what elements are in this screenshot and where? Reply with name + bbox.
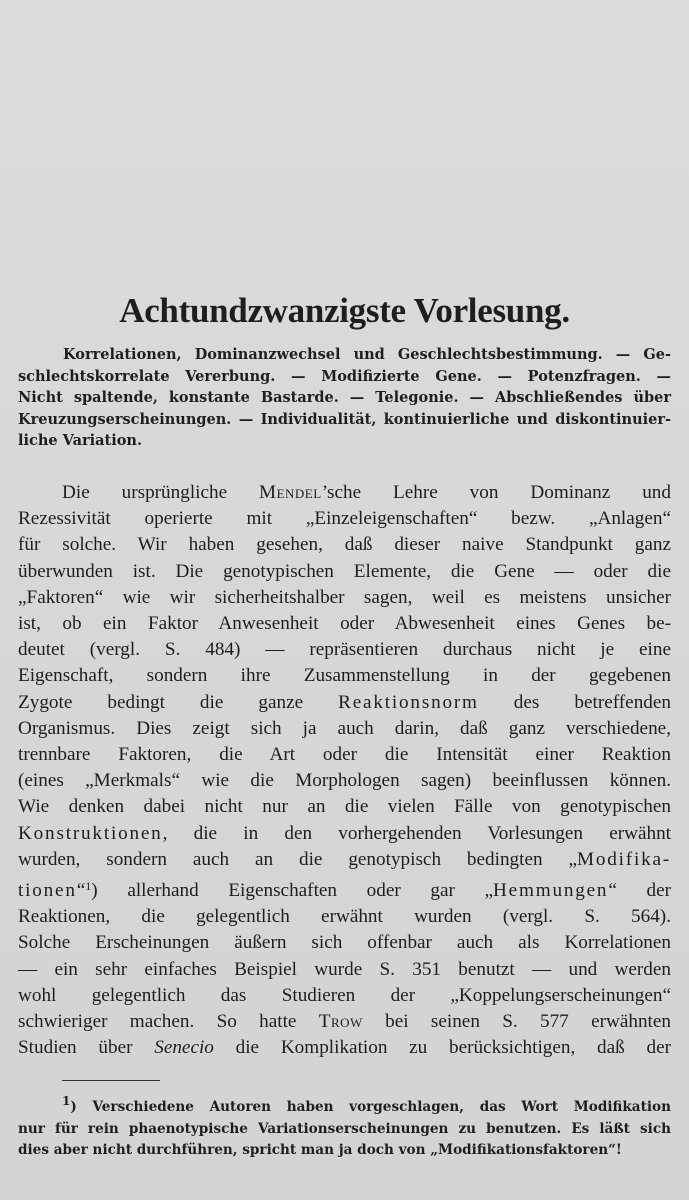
footnote-divider bbox=[62, 1080, 160, 1081]
chapter-title: Achtundzwanzigste Vorlesung. bbox=[119, 291, 570, 330]
author-name: Mendel bbox=[259, 482, 322, 503]
emphasis-term: Modifika- bbox=[577, 848, 671, 870]
emphasis-term: Hemmungen bbox=[493, 880, 609, 902]
body-line: wurden, sondern auch an die genotypisch bedingten „Modifika- bbox=[18, 848, 671, 870]
body-line: für solche. Wir haben gesehen, daß dieser naive Standpunkt ganz bbox=[18, 534, 671, 556]
summary-line: Kreuzungserscheinungen. — Individualität, kontinuierliche und diskontinuier- bbox=[18, 410, 671, 428]
body-line: Wie denken dabei nicht nur an die vielen Fälle von genotypischen bbox=[18, 796, 671, 818]
emphasis-term: Reaktionsnorm bbox=[338, 691, 479, 713]
body-line: Die ursprüngliche Mendel’sche Lehre von Dominanz und bbox=[62, 482, 671, 503]
footnote-line: 1) Verschiedene Autoren haben vorgeschlagen, das Wort Modifikation bbox=[62, 1094, 671, 1115]
body-line: Reaktionen, die gelegentlich erwähnt wurden (vergl. S. 564). bbox=[18, 906, 671, 928]
body-line: tionen“$^1$) allerhand Eigenschaften oder gar „Hemmungen“ der bbox=[18, 879, 671, 902]
body-line: (eines „Merkmals“ wie die Morphologen sagen) beeinflussen können. bbox=[18, 770, 671, 792]
body-line: deutet (vergl. S. 484) — repräsentieren durchaus nicht je eine bbox=[18, 639, 671, 661]
summary-line: Nicht spaltende, konstante Bastarde. — Telegonie. — Abschließendes über bbox=[18, 389, 671, 406]
body-line: Eigenschaft, sondern ihre Zusammenstellung in der gegebenen bbox=[18, 665, 671, 687]
body-line: ist, ob ein Faktor Anwesenheit oder Abwesenheit eines Genes be- bbox=[18, 613, 671, 635]
summary-line: Korrelationen, Dominanzwechsel und Geschlechtsbestimmung. — Ge- bbox=[63, 346, 671, 363]
emphasis-term: tionen bbox=[18, 880, 77, 902]
body-line: Rezessivität operierte mit „Einzeleigenschaften“ bezw. „Anlagen“ bbox=[18, 508, 671, 530]
genus-name: Senecio bbox=[154, 1037, 214, 1059]
summary-line: liche Variation. bbox=[18, 432, 142, 449]
body-line: Solche Erscheinungen äußern sich offenbar auch als Korrelationen bbox=[18, 932, 671, 954]
body-text bbox=[18, 480, 671, 1061]
footnote-line: nur für rein phaenotypische Variationserscheinungen zu benutzen. Es läßt sich bbox=[18, 1120, 671, 1137]
footnote-line: dies aber nicht durchführen, spricht man ja doch von „Modifikationsfaktoren“! bbox=[18, 1142, 622, 1158]
body-line: Studien über Senecio die Komplikation zu berücksichtigen, daß der bbox=[18, 1037, 671, 1059]
author-name: Trow bbox=[318, 1011, 363, 1033]
body-line: Konstruktionen, die in den vorhergehenden Vorlesungen erwähnt bbox=[18, 822, 671, 844]
body-line: überwunden ist. Die genotypischen Elemente, die Gene — oder die bbox=[18, 560, 671, 582]
body-line: „Faktoren“ wie wir sicherheitshalber sagen, weil es meistens unsicher bbox=[18, 586, 671, 608]
body-line: — ein sehr einfaches Beispiel wurde S. 351 benutzt — und werden bbox=[18, 958, 671, 980]
footnote-marker: 1 bbox=[85, 879, 92, 894]
body-line: Organismus. Dies zeigt sich ja auch darin, daß ganz verschiedene, bbox=[18, 717, 671, 739]
body-line: trennbare Faktoren, die Art oder die Intensität einer Reaktion bbox=[18, 744, 671, 766]
body-line: wohl gelegentlich das Studieren der „Koppelungserscheinungen“ bbox=[18, 984, 671, 1006]
footnote bbox=[18, 1091, 671, 1162]
body-line: schwieriger machen. So hatte Trow bei seinen S. 577 erwähnten bbox=[18, 1011, 671, 1033]
emphasis-term: Konstruktionen bbox=[18, 822, 163, 844]
footnote-marker: 1 bbox=[62, 1094, 71, 1108]
body-line: Zygote bedingt die ganze Reaktionsnorm des betreffenden bbox=[18, 691, 671, 713]
summary-line: schlechtskorrelate Vererbung. — Modifizierte Gene. — Potenzfragen. — bbox=[18, 367, 671, 385]
chapter-summary bbox=[18, 344, 671, 452]
